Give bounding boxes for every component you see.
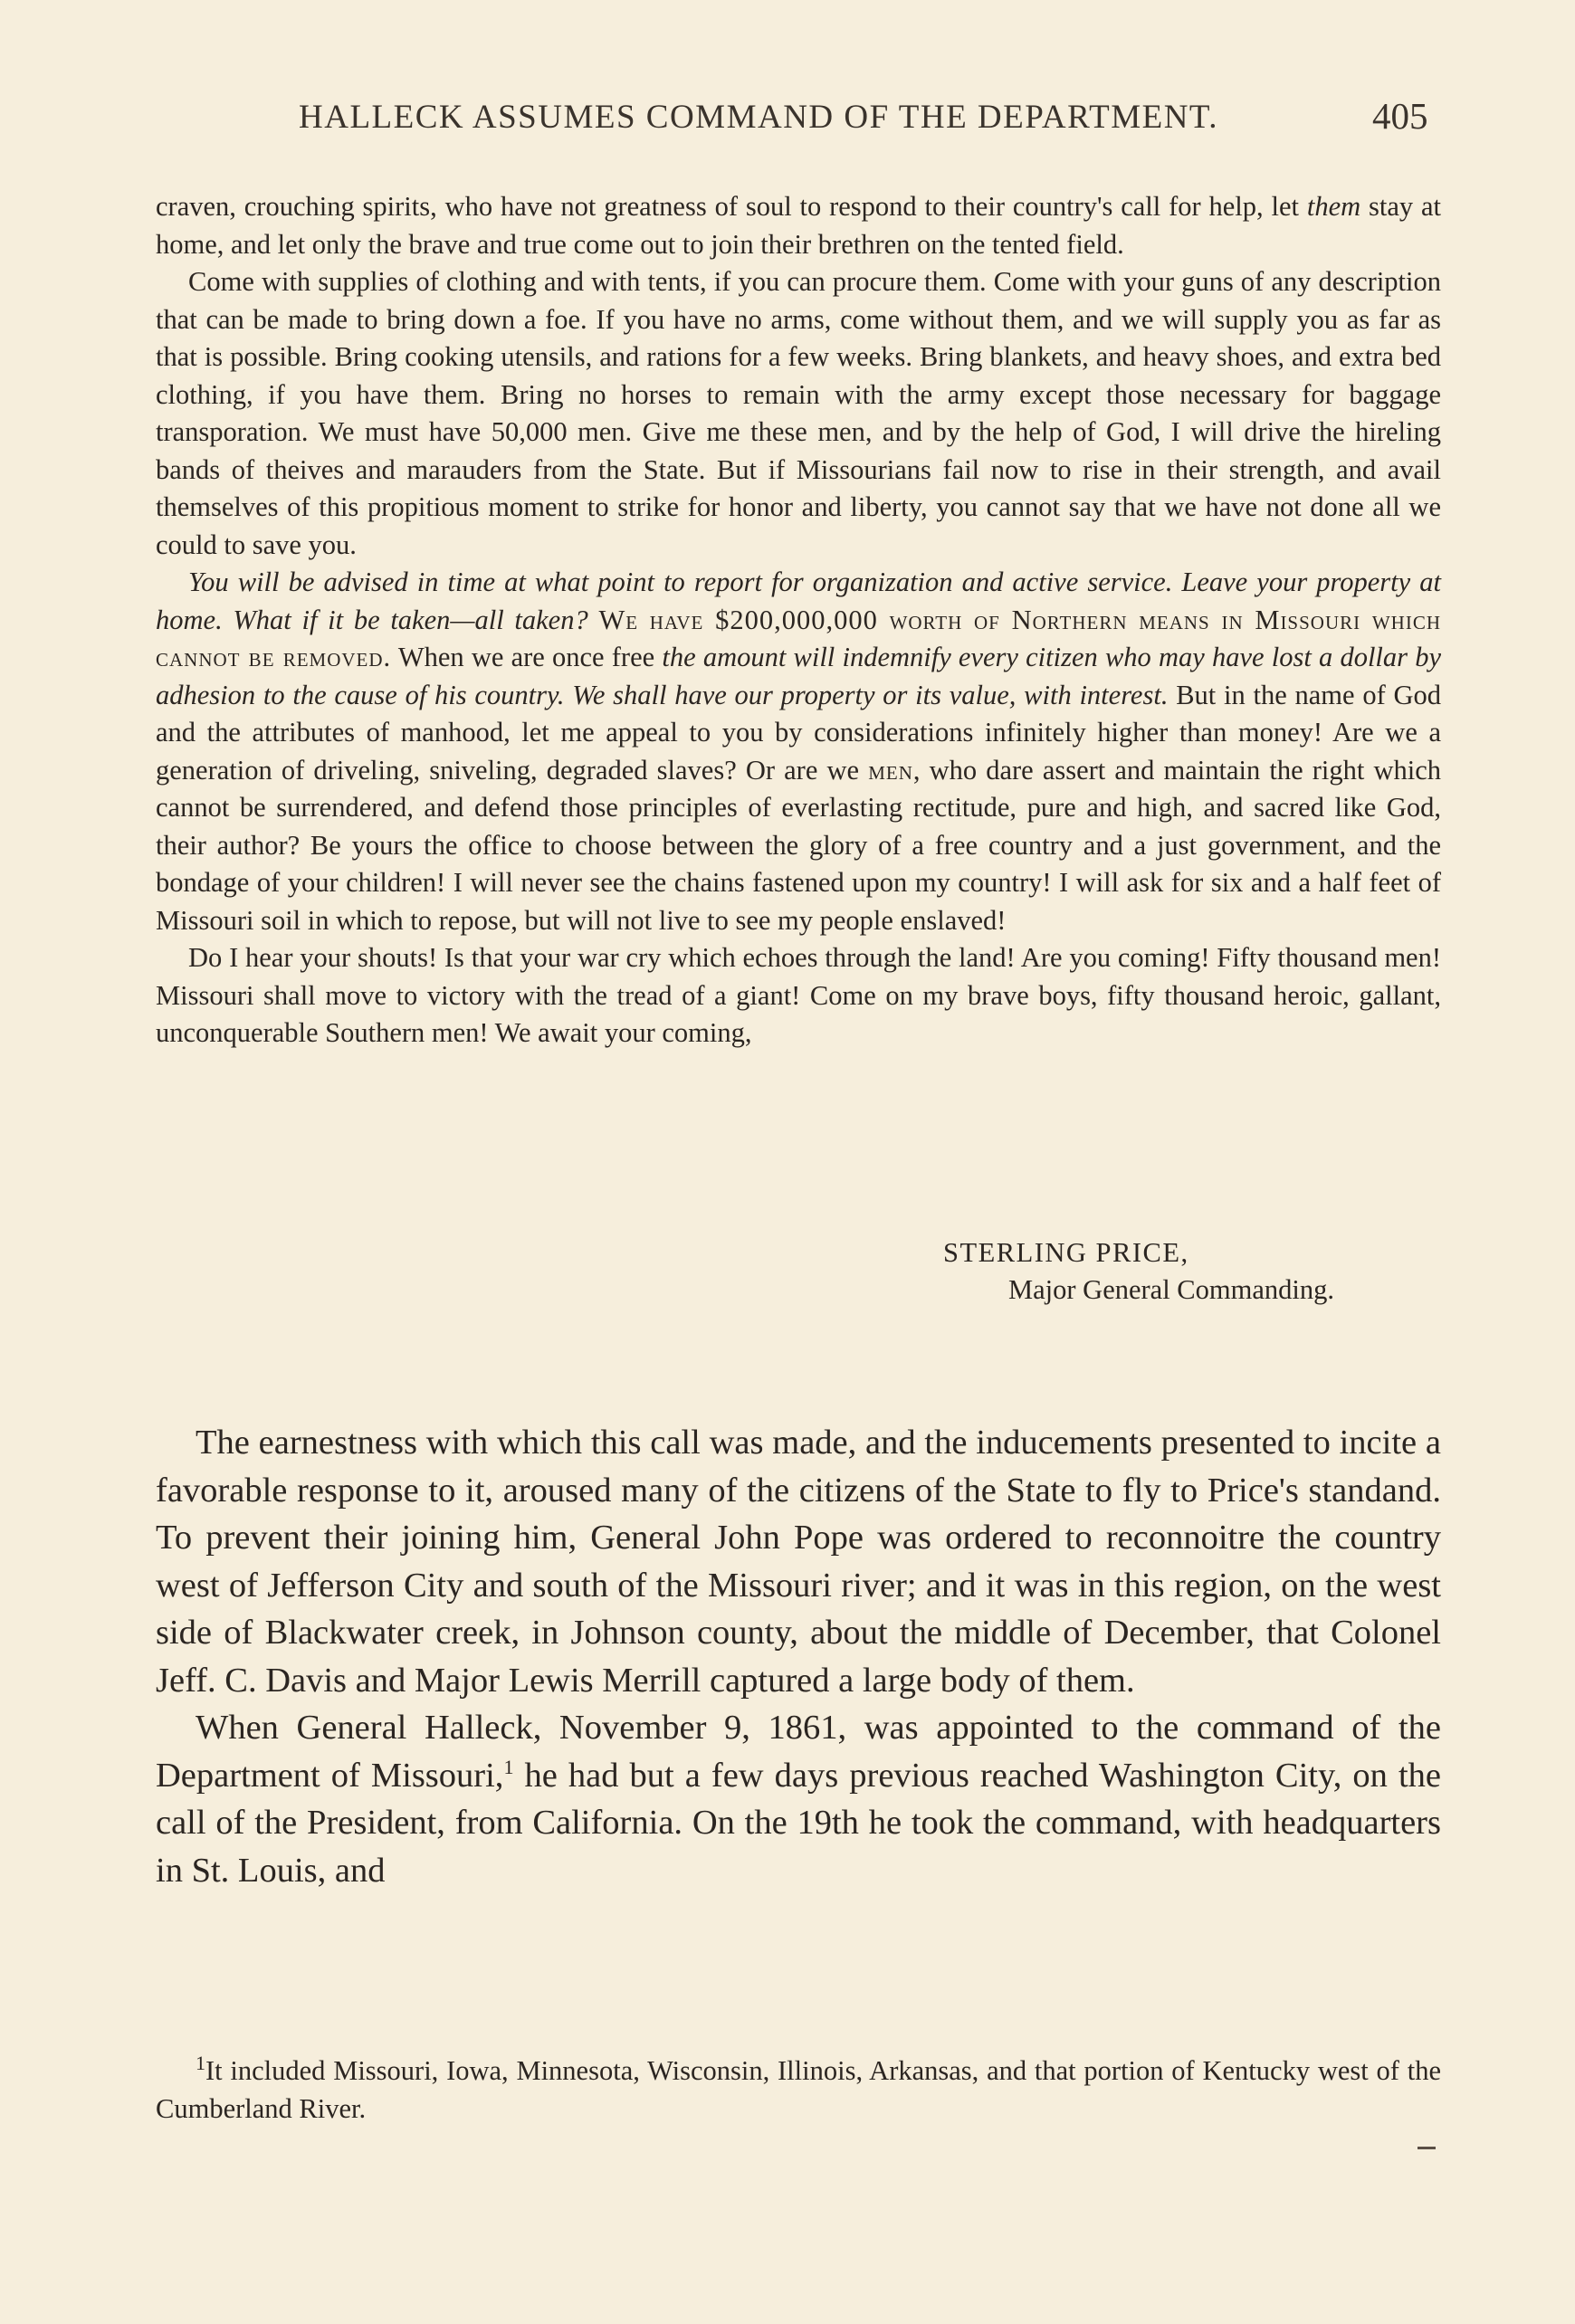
text-run: he had but a few days previous reached Washington City, on the call of the President, from California. On the 19th he took the command, with headquarters in St. Louis, and — [156, 1756, 1441, 1890]
small-caps-men: men — [868, 754, 913, 786]
proclamation-text — [156, 188, 1441, 1052]
narrative-paragraph-1: The earnestness with which this call was made, and the inducements presented to incite a favorable response to it, aroused many of the citizens of the State to fly to Price's standand. To prevent their joining him, General John Pope was ordered to reconnoitre the country west of Jefferson City and south of the Missouri river; and it was in this region, on the west side of Blackwater creek, in Johnson county, about the middle of December, that Colonel Jeff. C. Davis and Major Lewis Merrill captured a large body of them. — [156, 1424, 1441, 1700]
signature-name: STERLING PRICE, — [943, 1237, 1189, 1268]
narrative-text — [156, 1419, 1441, 1894]
proclamation-paragraph-1 — [156, 188, 1441, 263]
running-head: HALLECK ASSUMES COMMAND OF THE DEPARTMENT. — [299, 99, 1219, 136]
text-run: craven, crouching spirits, who have not greatness of soul to respond to their country's call for help, let — [156, 191, 1299, 222]
page-number: 405 — [1372, 95, 1428, 137]
proclamation-paragraph-2: Come with supplies of clothing and with tents, if you can procure them. Come with your guns of any description that can be made to bring down a foe. If you have no arms, come without them, and we will supply you as far as that is possible. Bring cooking utensils, and rations for a few weeks. Bring blankets, and heavy shoes, and extra bed clothing, if you have them. Bring no horses to remain with the army except those necessary for baggage transporation. We must have 50,000 men. Give me these men, and by the help of God, I will drive the hireling bands of theives and marauders from the State. But if Missourians fail now to rise in their strength, and avail themselves of this propitious moment to strike for honor and liberty, you cannot say that we have not done all we could to save you. — [156, 266, 1441, 560]
emphasis-run: the amount will indemnify every citizen who may have lost a dollar by adhesion to the cause of his country. We shall have our property or its value, with interest. — [156, 642, 1441, 710]
printer-mark — [1418, 2147, 1436, 2149]
narrative-paragraph-2 — [156, 1704, 1441, 1894]
small-caps-run: We have $200,000,000 worth of Northern means in Missouri which cannot be removed. — [156, 604, 1441, 672]
footnote-marker: 1 — [196, 2051, 205, 2074]
text-run: stay at home, and let only the brave and true come out to join their brethren on the tented field. — [156, 191, 1441, 260]
proclamation-paragraph-3 — [156, 564, 1441, 939]
footnote-reference: 1 — [503, 1755, 514, 1778]
text-run: , who dare assert and maintain the right which cannot be surrendered, and defend those principles of everlasting rectitude, pure and high, and sacred like God, their author? Be yours the office to choose between the glory of a free country and a just government, and the bondage of your children! I will never see the chains fastened upon my country! I will ask for six and a half feet of Missouri soil in which to repose, but will not live to see my people enslaved! — [156, 754, 1442, 936]
proclamation-paragraph-4: Do I hear your shouts! Is that your war cry which echoes through the land! Are you coming! Fifty thousand men! Missouri shall move to victory with the tread of a giant! Come on my brave boys, fifty thousand heroic, gallant, unconquerable Southern men! We await your coming, — [156, 942, 1441, 1048]
signature-block — [943, 1234, 1334, 1309]
emphasis-run: You will be advised in time at what point to report for organization and active service. Leave your property at home. What if it be taken—all taken? — [156, 567, 1441, 635]
text-run: But in the name of God and the attributes of manhood, let me appeal to you by considerations infinitely higher than money! Are we a generation of driveling, sniveling, degraded slaves? Or are we — [156, 679, 1442, 786]
text-run: When General Halleck, November 9, 1861, was appointed to the command of the Department of Missouri, — [156, 1709, 1441, 1795]
signature-title: Major General Commanding. — [1008, 1274, 1334, 1305]
footnote-text: It included Missouri, Iowa, Minnesota, Wisconsin, Illinois, Arkansas, and that portion of Kentucky west of the Cumberland River. — [156, 2055, 1441, 2124]
text-run: When we are once free — [397, 642, 655, 672]
footnote — [156, 2053, 1441, 2128]
emphasis-them: them — [1306, 191, 1361, 222]
